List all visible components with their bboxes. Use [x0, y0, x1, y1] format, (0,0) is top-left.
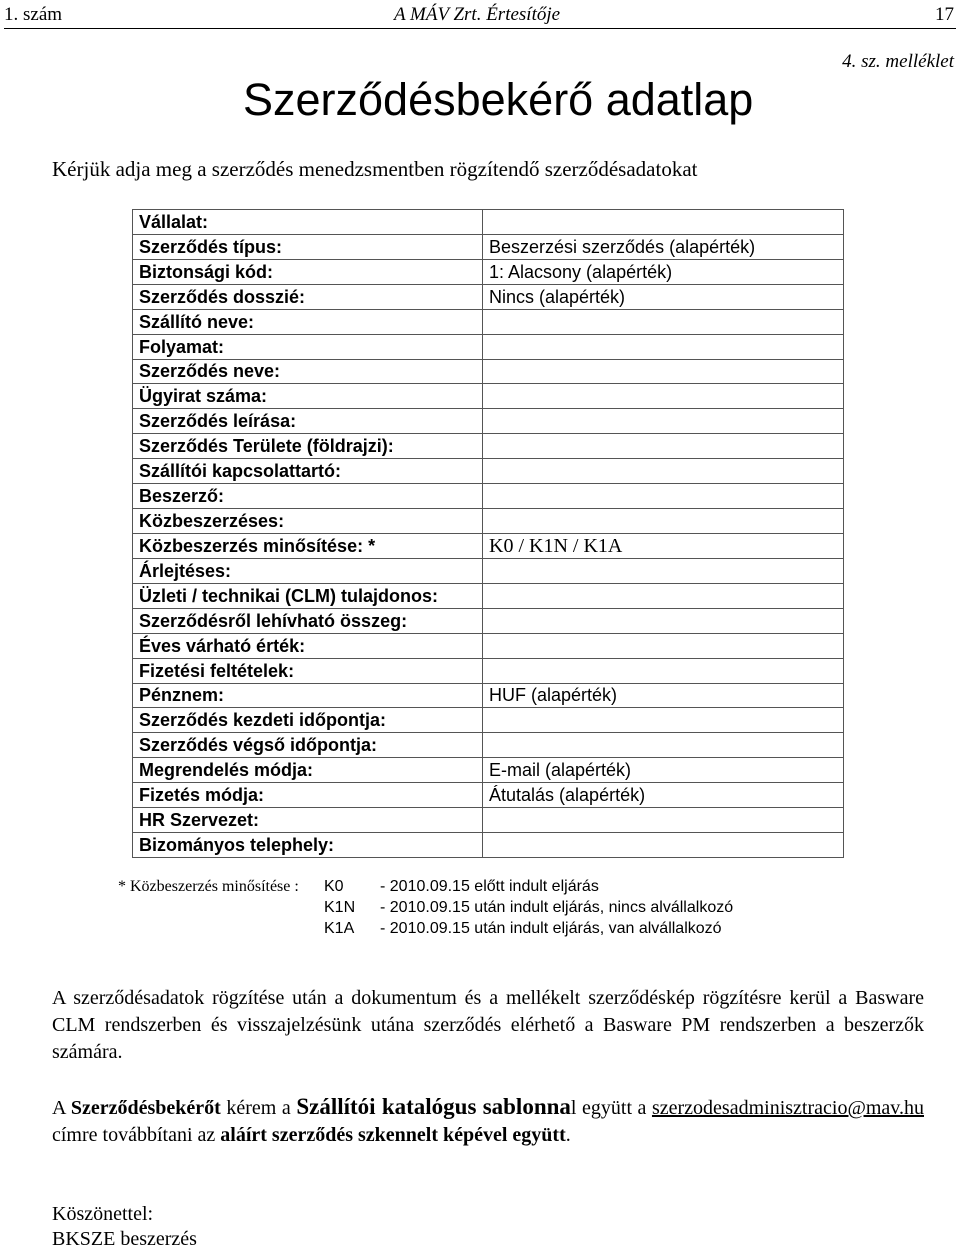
form-row [133, 583, 844, 608]
field-value[interactable] [483, 608, 844, 633]
form-row [133, 509, 844, 534]
field-label: Folyamat: [133, 334, 483, 359]
form-row [133, 808, 844, 833]
form-row [133, 833, 844, 858]
field-value[interactable] [483, 633, 844, 658]
footnote-code: K1N [324, 899, 356, 916]
field-value[interactable] [483, 384, 844, 409]
field-label: Szerződésről lehívható összeg: [133, 608, 483, 633]
form-row [133, 558, 844, 583]
form-row [133, 733, 844, 758]
field-label: Szerződés leírása: [133, 409, 483, 434]
form-row [133, 359, 844, 384]
closing-thanks: Köszönettel: [52, 1203, 154, 1225]
instr-text: A [52, 1097, 71, 1119]
form-row [133, 459, 844, 484]
field-label: Éves várható érték: [133, 633, 483, 658]
form-row [133, 234, 844, 259]
instr-template-name: Szállítói katalógus sablonna [296, 1094, 571, 1119]
field-label: Megrendelés módja: [133, 758, 483, 783]
field-label: Vállalat: [133, 210, 483, 235]
field-value[interactable]: Nincs (alapérték) [483, 284, 844, 309]
field-label: Fizetési feltételek: [133, 658, 483, 683]
field-value[interactable] [483, 210, 844, 235]
field-label: Szállítói kapcsolattartó: [133, 459, 483, 484]
field-label: Üzleti / technikai (CLM) tulajdonos: [133, 583, 483, 608]
field-value[interactable] [483, 658, 844, 683]
field-label: Biztonsági kód: [133, 259, 483, 284]
field-label: Szerződés végső időpontja: [133, 733, 483, 758]
field-value[interactable]: K0 / K1N / K1A [483, 533, 844, 558]
attachment-label: 4. sz. melléklet [842, 51, 954, 72]
email-link[interactable]: szerzodesadminisztracio@mav.hu [651, 1097, 924, 1119]
footnote-lead: * Közbeszerzés minősítése : [118, 878, 299, 895]
field-value[interactable] [483, 808, 844, 833]
form-row [133, 484, 844, 509]
form-row [133, 633, 844, 658]
form-row [133, 259, 844, 284]
field-label: HR Szervezet: [133, 808, 483, 833]
instr-text: kérem a [220, 1097, 297, 1119]
field-value[interactable]: Beszerzési szerződés (alapérték) [483, 234, 844, 259]
field-label: Szerződés Területe (földrajzi): [133, 434, 483, 459]
form-row [133, 384, 844, 409]
field-label: Pénznem: [133, 683, 483, 708]
footnote-code: K0 [324, 878, 344, 895]
footnote-code: K1A [324, 920, 355, 937]
issue-number: 1. szám [4, 4, 63, 25]
form-row [133, 434, 844, 459]
field-value[interactable] [483, 509, 844, 534]
field-label: Beszerző: [133, 484, 483, 509]
field-value[interactable]: Átutalás (alapérték) [483, 783, 844, 808]
instructions-paragraph [52, 1093, 924, 1149]
field-value[interactable]: HUF (alapérték) [483, 683, 844, 708]
form-row [133, 708, 844, 733]
form-row [133, 284, 844, 309]
form-row [133, 758, 844, 783]
field-label: Árlejtéses: [133, 558, 483, 583]
field-value[interactable] [483, 733, 844, 758]
field-value[interactable] [483, 833, 844, 858]
process-paragraph: A szerződésadatok rögzítése után a dokumentum és a mellékelt szerződéskép rögzítésre kerül a Basware CLM rendszerben és visszajelzésünk utána szerződés elérhető a Basware PM rendszerben a beszerzők számára. [52, 987, 924, 1063]
footnote-desc: - 2010.09.15 után indult eljárás, van alvállalkozó [380, 920, 722, 937]
instr-text: l együtt a [570, 1097, 652, 1119]
form-row [133, 658, 844, 683]
field-label: Bizományos telephely: [133, 833, 483, 858]
closing-signature: BKSZE beszerzés [52, 1228, 197, 1250]
field-label: Szerződés dosszié: [133, 284, 483, 309]
form-row [133, 608, 844, 633]
field-value[interactable] [483, 484, 844, 509]
field-label: Közbeszerzés minősítése: * [133, 533, 483, 558]
form-row [133, 783, 844, 808]
form-row [133, 409, 844, 434]
page-title: Szerződésbekérő adatlap [243, 74, 754, 125]
field-value[interactable] [483, 583, 844, 608]
field-value[interactable] [483, 459, 844, 484]
form-row [133, 533, 844, 558]
field-label: Szállító neve: [133, 309, 483, 334]
publication-title: A MÁV Zrt. Értesítője [394, 4, 561, 25]
field-label: Szerződés neve: [133, 359, 483, 384]
closing [52, 1202, 197, 1252]
form-row [133, 683, 844, 708]
field-label: Fizetés módja: [133, 783, 483, 808]
instr-text: . [565, 1124, 571, 1146]
field-label: Közbeszerzéses: [133, 509, 483, 534]
field-label: Ügyirat száma: [133, 384, 483, 409]
form-row [133, 334, 844, 359]
footnote-desc: - 2010.09.15 után indult eljárás, nincs alvállalkozó [380, 899, 734, 916]
field-value[interactable]: E-mail (alapérték) [483, 758, 844, 783]
field-value[interactable] [483, 359, 844, 384]
field-value[interactable] [483, 558, 844, 583]
form-row [133, 309, 844, 334]
field-value[interactable] [483, 708, 844, 733]
field-value[interactable] [483, 334, 844, 359]
instr-scan-note: aláírt szerződés szkennelt képével együtt [220, 1124, 566, 1146]
footnote-desc: - 2010.09.15 előtt indult eljárás [380, 878, 599, 895]
field-label: Szerződés kezdeti időpontja: [133, 708, 483, 733]
field-value[interactable] [483, 309, 844, 334]
instr-form-name: Szerződésbekérőt [70, 1097, 221, 1119]
form-row [133, 210, 844, 235]
field-label: Szerződés típus: [133, 234, 483, 259]
field-value[interactable]: 1: Alacsony (alapérték) [483, 259, 844, 284]
instr-text: címre továbbítani az [52, 1124, 221, 1146]
contract-data-form [132, 209, 844, 858]
field-value[interactable] [483, 434, 844, 459]
subtitle: Kérjük adja meg a szerződés menedzsmentben rögzítendő szerződésadatokat [52, 157, 698, 181]
running-header [4, 2, 956, 29]
page-number: 17 [935, 4, 954, 25]
field-value[interactable] [483, 409, 844, 434]
